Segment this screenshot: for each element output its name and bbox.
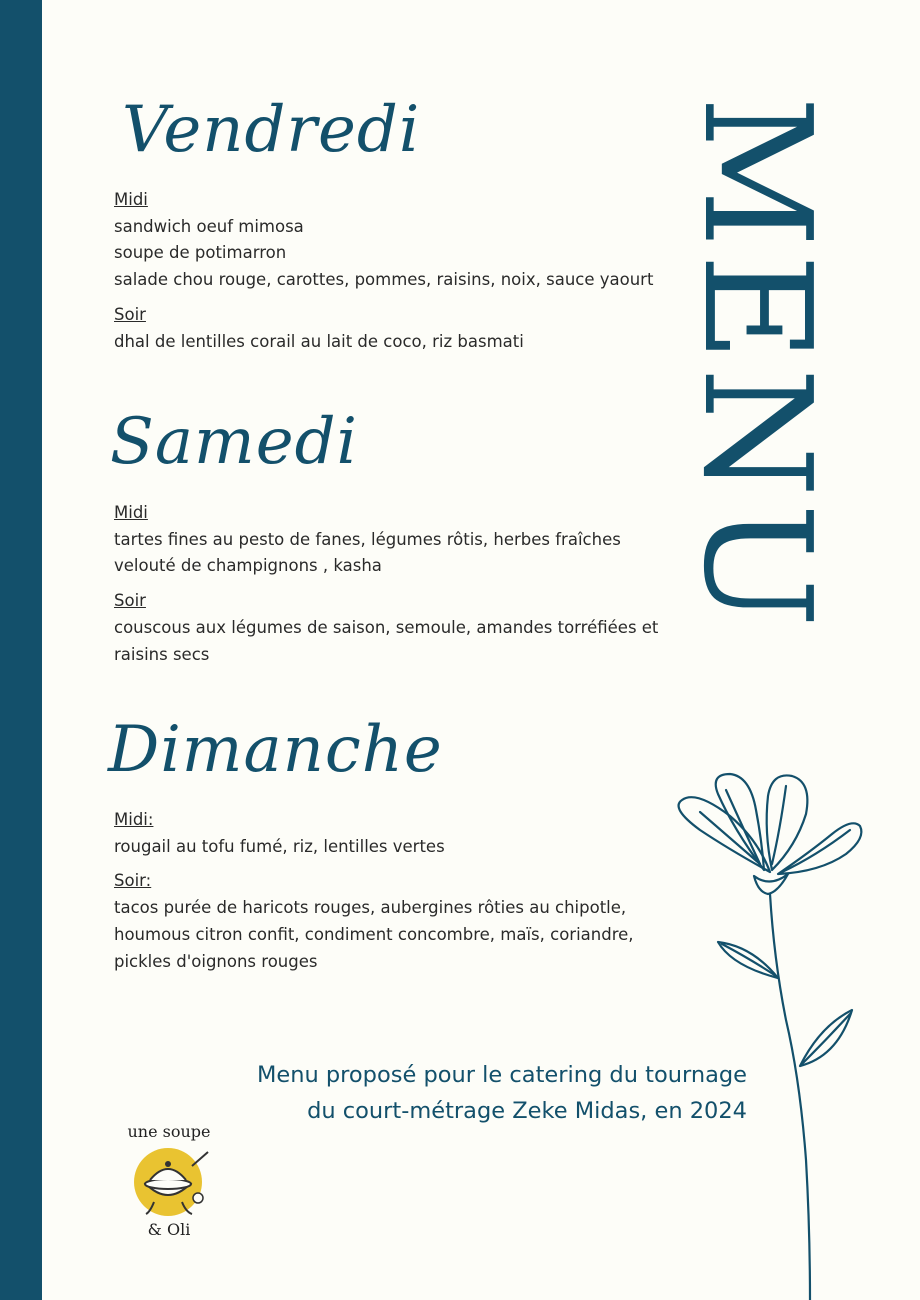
day-block-vendredi [114, 187, 674, 355]
logo-bottom-text: & Oli [147, 1220, 191, 1239]
dish-item: raisins secs [114, 644, 210, 664]
menu-title-vertical: MENU [671, 96, 843, 634]
meal-label-soir: Soir: [114, 871, 152, 891]
day-block-dimanche [114, 807, 674, 975]
meal-label-soir: Soir [114, 304, 146, 324]
dish-item: tartes fines au pesto de fanes, légumes rôtis, herbes fraîches [114, 529, 621, 549]
brand-logo [114, 1120, 224, 1250]
day-block-samedi [114, 500, 674, 668]
logo-top-text: une soupe [127, 1122, 211, 1141]
dish-item: dhal de lentilles corail au lait de coco, riz basmati [114, 331, 524, 351]
dish-item: velouté de champignons , kasha [114, 556, 382, 576]
dish-item: rougail au tofu fumé, riz, lentilles vertes [114, 836, 445, 856]
meal-label-soir: Soir [114, 591, 146, 611]
meal-label-midi: Midi [114, 190, 148, 209]
dish-item: salade chou rouge, carottes, pommes, raisins, noix, sauce yaourt [114, 270, 654, 290]
side-bar [0, 0, 42, 1300]
day-title-samedi: Samedi [110, 405, 358, 479]
dish-item: couscous aux légumes de saison, semoule, amandes torréfiées et [114, 617, 659, 637]
soup-pot-icon [124, 1144, 214, 1218]
flower-illustration-icon [660, 760, 880, 1300]
dish-item: sandwich oeuf mimosa [114, 216, 304, 236]
dish-item: houmous citron confit, condiment concombre, maïs, coriandre, [114, 924, 634, 944]
day-title-vendredi: Vendredi [122, 93, 421, 167]
dish-item: tacos purée de haricots rouges, aubergines rôties au chipotle, [114, 898, 627, 918]
meal-label-midi: Midi [114, 503, 148, 522]
meal-label-midi: Midi: [114, 810, 154, 829]
footer-line-2: du court-métrage Zeke Midas, en 2024 [307, 1098, 747, 1124]
footer-line-1: Menu proposé pour le catering du tournage [256, 1062, 747, 1088]
dish-item: pickles d'oignons rouges [114, 951, 318, 971]
dish-item: soupe de potimarron [114, 243, 287, 263]
day-title-dimanche: Dimanche [108, 713, 443, 787]
